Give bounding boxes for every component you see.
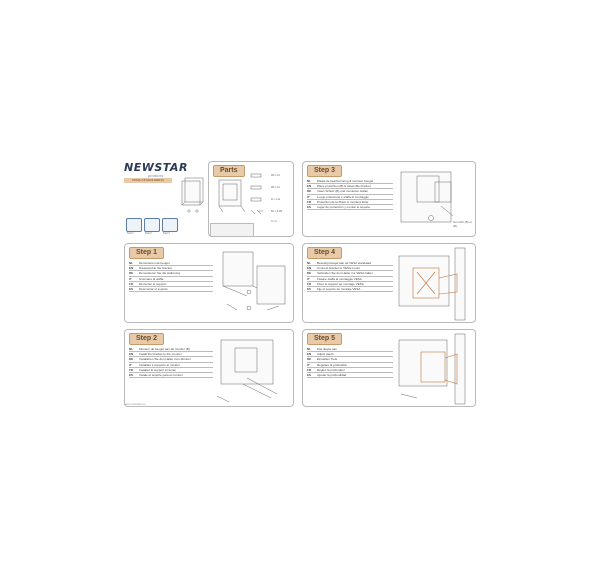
parts-label-4: A 4 [259, 210, 263, 213]
instruction-text: Einstellen Tiefe [317, 357, 338, 362]
instruction-text: Installare il supporto al monitor [139, 362, 180, 367]
instruction-text: Demontieren Sie die Halterung [139, 271, 181, 276]
cpu-holder-illustration [180, 177, 206, 217]
language-code: ES [307, 373, 312, 378]
step-3-instructions [307, 179, 393, 210]
step-2-illustration [217, 334, 291, 404]
product-code: FPMA-CPUHOLDER10 [124, 178, 172, 183]
parts-bracket-icon [217, 178, 247, 218]
language-code: IT [307, 194, 310, 199]
step-1-title: Step 1 [129, 247, 164, 259]
step-5-illustration [397, 334, 473, 404]
instruction-text: Demonteren de beugel [139, 261, 170, 265]
instruction-row [307, 287, 393, 292]
instruction-text: Réglez la profondeur [317, 367, 345, 372]
step-2-title: Step 2 [129, 333, 164, 345]
language-code: NL [307, 261, 311, 265]
language-code: NL [129, 347, 133, 351]
instruction-row [129, 287, 213, 292]
instruction-text: Ajustar la profundidad [317, 373, 347, 378]
instruction-text: Plaats de beschermring & monteer beugel [317, 179, 374, 183]
instruction-text: Place protection (B) & assemble bracket [317, 184, 371, 189]
instruction-text: Luogo protezione e staffa di montaggio [317, 194, 369, 199]
instruction-row [307, 373, 393, 378]
instruction-text: Install the bracket to the monitor [139, 352, 182, 357]
language-code: DE [307, 357, 312, 362]
instruction-text: Smontare la staffa [139, 276, 164, 281]
instruction-text: Pas diepte aan [317, 347, 338, 351]
step-5-title: Step 5 [307, 333, 342, 345]
instruction-text: Installieren Sie den Halter zum Monitor [139, 357, 191, 362]
language-code: ES [307, 287, 312, 292]
language-code: NL [129, 261, 133, 265]
parts-label-5: B1 x 8 M4 [271, 210, 283, 213]
language-code: IT [307, 276, 310, 281]
instruction-text: Adjust depth [317, 352, 334, 357]
step-1-panel [124, 243, 294, 323]
tool-icon-3 [162, 218, 178, 232]
language-code: NL [307, 179, 311, 183]
tool-icon-1 [126, 218, 142, 232]
instruction-text: Verbinden Sie den Halter zur VESA-halter [317, 271, 373, 276]
step-5-panel [302, 329, 476, 407]
instruction-text: Installez le support à l'écran [139, 367, 177, 372]
language-code: IT [129, 362, 132, 367]
language-code: EN [129, 352, 134, 357]
instruction-text: Disassemble the bracket [139, 266, 172, 271]
language-code: EN [307, 352, 312, 357]
language-code: ES [129, 373, 134, 378]
instruction-text: Monteer de beugel aan de monitor (B) [139, 347, 190, 351]
step-4-illustration [397, 248, 473, 320]
step-2-instructions [129, 347, 213, 378]
step-4-title: Step 4 [307, 247, 342, 259]
manual-sheet [118, 155, 482, 411]
parts-label-2: M6 x 12 [271, 186, 280, 189]
language-code: FR [307, 367, 311, 372]
language-code: DE [129, 271, 134, 276]
tool-label-1: Tool 1 [127, 232, 134, 235]
step-1-illustration [217, 248, 291, 320]
step-3-panel [302, 161, 476, 237]
language-code: NL [307, 347, 311, 351]
language-code: ES [129, 287, 134, 292]
language-code: EN [307, 184, 312, 189]
instruction-text: Protection de la Place & montera étrier [317, 199, 369, 204]
step-3-note: Not with (B) or (B) [453, 220, 473, 228]
instruction-text: Lugar de protección y montar el soporte [317, 205, 371, 210]
language-code: EN [129, 266, 134, 271]
instruction-text: Bevestig beugel aan de VESA standaard [317, 261, 372, 265]
tool-label-2: Tool 2 [145, 232, 152, 235]
language-code: FR [307, 281, 311, 286]
language-code: DE [307, 271, 312, 276]
tool-icon-2 [144, 218, 160, 232]
language-code: EN [307, 266, 312, 271]
parts-label-3: D x 1 de [271, 198, 281, 201]
instruction-text: Fije el soporte de montaje VESA [317, 287, 361, 292]
instruction-text: Regolare la profondità [317, 362, 347, 367]
tool-label-3: Tool 3 [163, 232, 170, 235]
instruction-row [307, 205, 393, 210]
footer-url: www.newstar.eu [124, 402, 146, 406]
step-4-instructions [307, 261, 393, 292]
brand-tagline: products [148, 173, 164, 178]
parts-label-1: M5 x 10 [271, 174, 280, 177]
step-1-instructions [129, 261, 213, 292]
brand-logo: NEWSTAR [124, 161, 188, 174]
language-code: DE [307, 189, 312, 194]
parts-label-6: A x 4 ... [271, 220, 280, 223]
parts-warning-strip [210, 223, 254, 237]
instruction-text: Fissare staffa al montaggio VESA [317, 276, 362, 281]
language-code: DE [129, 357, 134, 362]
instruction-text: Connect bracket to VESA mount [317, 266, 361, 271]
instruction-text: Instale el soporte para el monitor [139, 373, 183, 378]
step-3-title: Step 3 [307, 165, 342, 177]
language-code: FR [129, 367, 133, 372]
step-4-panel [302, 243, 476, 323]
instruction-text: Démonter le support [139, 281, 167, 286]
instruction-text: Desmontar el soporte [139, 287, 168, 292]
language-code: FR [307, 199, 311, 204]
language-code: IT [307, 362, 310, 367]
instruction-text: Insert Schutz (B) und montieren Halter [317, 189, 369, 194]
parts-title: Parts [213, 165, 245, 177]
step-5-instructions [307, 347, 393, 378]
language-code: FR [129, 281, 133, 286]
step-2-panel [124, 329, 294, 407]
instruction-text: Fixez le support au montage VESA [317, 281, 364, 286]
language-code: ES [307, 205, 312, 210]
instruction-row [129, 373, 213, 378]
language-code: IT [129, 276, 132, 281]
